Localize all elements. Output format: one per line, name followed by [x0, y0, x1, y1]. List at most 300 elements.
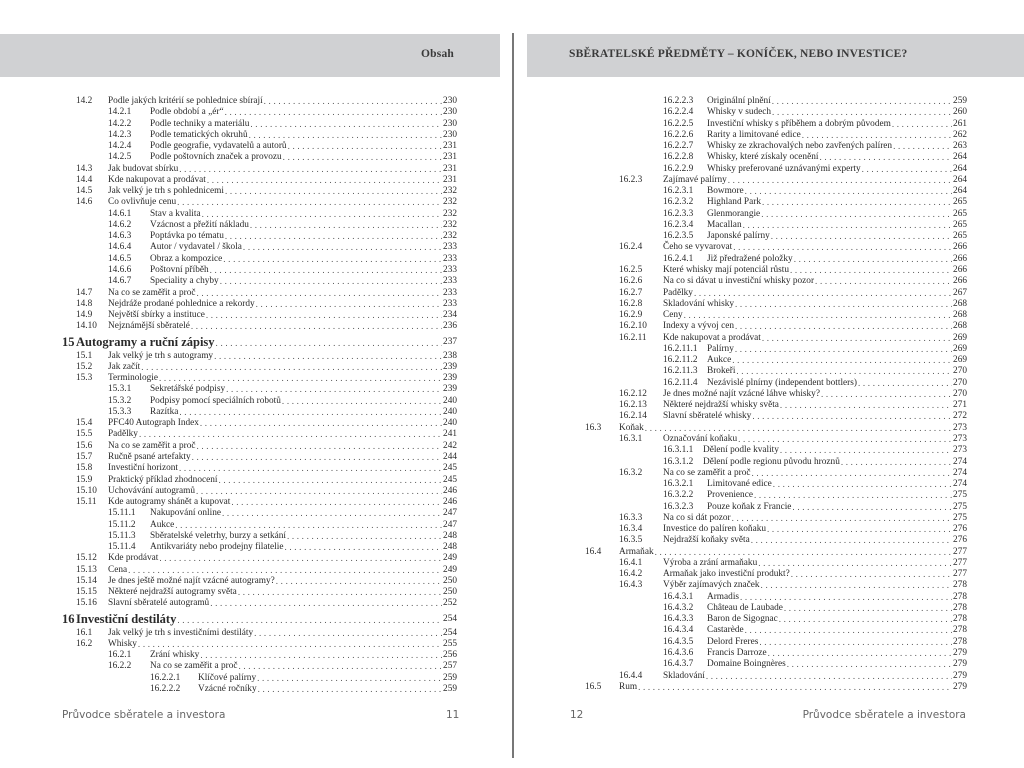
- entry-number: 15.11.2: [108, 519, 136, 530]
- toc-entry[interactable]: [0, 333, 967, 344]
- entry-page: 247: [443, 519, 457, 530]
- entry-number: 15.11.4: [108, 542, 136, 553]
- entry-number: 16.2.2.5: [663, 118, 694, 129]
- entry-page: 259: [443, 684, 457, 695]
- entry-title: Poptávka po tématu: [150, 231, 224, 242]
- entry-page: 266: [953, 242, 967, 253]
- entry-page: 279: [953, 648, 967, 659]
- entry-number: 16.2.2.3: [663, 96, 694, 106]
- toc-entry[interactable]: [0, 197, 967, 208]
- toc-entry[interactable]: [0, 457, 967, 468]
- entry-page: 230: [443, 118, 457, 129]
- entry-number: 16.4.4: [619, 670, 643, 681]
- toc-entry[interactable]: [0, 175, 967, 186]
- entry-page: 274: [953, 479, 967, 490]
- entry-page: 232: [443, 186, 457, 197]
- entry-page: 234: [443, 310, 457, 321]
- toc-entry[interactable]: [0, 423, 967, 434]
- entry-number: 16.3.1.2: [663, 456, 694, 467]
- entry-number: 16: [62, 611, 75, 626]
- entry-title: Speciality a chyby: [150, 276, 219, 287]
- entry-page: 273: [953, 445, 967, 456]
- toc-entry[interactable]: [0, 220, 967, 231]
- entry-page: 264: [953, 152, 967, 163]
- entry-number: 16.3.5: [619, 535, 643, 546]
- entry-number: 15.15: [76, 587, 97, 598]
- entry-number: 16.2.3.5: [663, 231, 694, 242]
- toc-entry[interactable]: [0, 479, 967, 490]
- entry-number: 16.4.1: [619, 557, 643, 568]
- entry-number: 14.2.3: [108, 129, 132, 140]
- entry-title: Čeho se vyvarovat: [663, 242, 733, 253]
- entry-title: Aukce: [150, 519, 175, 530]
- entry-page: 265: [953, 219, 967, 230]
- entry-title: Rum: [619, 681, 638, 692]
- entry-page: 264: [953, 174, 967, 185]
- entry-number: 16.4.3.5: [663, 636, 694, 647]
- entry-page: 279: [953, 670, 967, 681]
- entry-title: Ceny: [663, 310, 683, 321]
- entry-page: 231: [443, 152, 457, 163]
- entry-number: 16.2.7: [619, 287, 643, 298]
- entry-number: 16.4.3.7: [663, 659, 694, 670]
- entry-title: Klíčové palírny: [198, 672, 257, 683]
- entry-page: 231: [443, 141, 457, 152]
- entry-page: 269: [953, 343, 967, 354]
- entry-number: 16.2.11.2: [663, 355, 698, 366]
- entry-title: Dělení podle regionu původu hroznů: [703, 456, 840, 467]
- entry-number: 16.3.3: [619, 512, 643, 523]
- entry-page: 268: [953, 321, 967, 332]
- entry-title: Je dnes ještě možné najít vzácné autogramy?: [108, 575, 275, 586]
- entry-page: 275: [953, 512, 967, 523]
- entry-number: 16.2.6: [619, 276, 643, 287]
- entry-title: Označování koňaku: [663, 433, 738, 444]
- entry-title: Whisky preferované uznávanými experty: [707, 163, 861, 174]
- entry-title: Cena: [108, 564, 128, 575]
- entry-title: Château de Laubade: [707, 602, 783, 613]
- left-footer-title: Průvodce sběratele a investora: [62, 709, 226, 721]
- entry-title: Zajímavé palírny: [663, 174, 727, 185]
- entry-title: Japonské palírny: [707, 231, 770, 242]
- entry-number: 16.2.2.4: [663, 107, 694, 118]
- entry-page: 250: [443, 587, 457, 598]
- entry-title: Investice do palíren koňaku: [663, 524, 767, 535]
- entry-title: Praktický příklad zhodnocení: [108, 474, 218, 485]
- entry-page: 239: [443, 373, 457, 384]
- toc-entry[interactable]: [0, 558, 967, 569]
- right-footer-title: Průvodce sběratele a investora: [802, 709, 966, 721]
- entry-number: 16.1: [76, 627, 93, 638]
- entry-number: 16.2.1: [108, 650, 132, 661]
- entry-number: 16.2.2.9: [663, 163, 694, 174]
- entry-title: Glenmorangie: [707, 208, 761, 219]
- entry-page: 250: [443, 575, 457, 586]
- entry-page: 274: [953, 467, 967, 478]
- entry-number: 16.3.1.1: [663, 445, 694, 456]
- entry-number: 14.2: [76, 96, 93, 106]
- entry-page: 237: [443, 336, 457, 347]
- entry-page: 276: [953, 524, 967, 535]
- entry-page: 278: [953, 625, 967, 636]
- toc-entry[interactable]: [0, 96, 967, 107]
- entry-page: 271: [953, 400, 967, 411]
- entry-page: 263: [953, 141, 967, 152]
- toc-entry[interactable]: [0, 141, 967, 152]
- entry-number: 16.2.11: [619, 332, 647, 343]
- entry-number: 14.10: [76, 321, 97, 332]
- entry-number: 15.5: [76, 429, 93, 440]
- toc-entry[interactable]: [0, 547, 967, 558]
- entry-number: 15: [62, 334, 75, 349]
- entry-page: 266: [953, 264, 967, 275]
- entry-page: 270: [953, 366, 967, 377]
- entry-title: Již předražené položky: [707, 253, 793, 264]
- toc-entry[interactable]: [0, 445, 967, 456]
- toc-entry[interactable]: [0, 592, 967, 603]
- entry-title: Kde nakupovat a prodávat: [108, 174, 206, 185]
- entry-page: 233: [443, 264, 457, 275]
- toc-entry[interactable]: [0, 524, 967, 535]
- entry-number: 16.3.2.3: [663, 501, 694, 512]
- entry-number: 15.14: [76, 575, 97, 586]
- entry-title: Kde nakupovat a prodávat: [663, 332, 761, 343]
- entry-number: 16.4.3.2: [663, 602, 694, 613]
- toc-entry[interactable]: [0, 378, 967, 389]
- entry-number: 15.11.3: [108, 530, 136, 541]
- entry-number: 15.11: [76, 497, 97, 508]
- entry-page: 233: [443, 253, 457, 264]
- entry-title: Stav a kvalita: [150, 208, 201, 219]
- entry-page: 240: [443, 395, 457, 406]
- entry-page: 240: [443, 418, 457, 429]
- entry-page: 248: [443, 542, 457, 553]
- toc-entry[interactable]: [0, 625, 967, 636]
- entry-title: Některé nejdražší whisky světa: [663, 400, 779, 411]
- entry-page: 270: [953, 388, 967, 399]
- entry-page: 278: [953, 591, 967, 602]
- entry-number: 14.6: [76, 197, 93, 208]
- toc-entry[interactable]: [0, 389, 967, 400]
- entry-title: Nejdráže prodané pohlednice a rekordy: [108, 298, 255, 309]
- entry-page: 279: [953, 659, 967, 670]
- entry-page: 248: [443, 530, 457, 541]
- entry-page: 272: [953, 411, 967, 422]
- entry-number: 14.6.3: [108, 231, 132, 242]
- toc-entry[interactable]: [0, 355, 967, 366]
- entry-number: 16.2.3.1: [663, 186, 694, 197]
- entry-title: Největší sbírky a instituce: [108, 310, 205, 321]
- entry-number: 16.4.2: [619, 569, 643, 580]
- entry-page: 232: [443, 231, 457, 242]
- entry-page: 268: [953, 298, 967, 309]
- entry-number: 14.6.4: [108, 242, 132, 253]
- entry-title: Na co se zaměřit a proč: [150, 661, 238, 672]
- entry-title: PFC40 Autograph Index: [108, 418, 199, 429]
- entry-number: 16.2.2: [108, 661, 132, 672]
- left-running-header: [0, 34, 500, 77]
- entry-page: 232: [443, 219, 457, 230]
- entry-page: 262: [953, 129, 967, 140]
- entry-title: Armadis: [707, 591, 740, 602]
- entry-page: 254: [443, 627, 457, 638]
- entry-title: Aukce: [707, 355, 732, 366]
- entry-number: 14.6.6: [108, 264, 132, 275]
- entry-page: 267: [953, 287, 967, 298]
- entry-title: Palírny: [707, 343, 734, 354]
- entry-page: 240: [443, 406, 457, 417]
- entry-title: Whisky v sudech: [707, 107, 772, 118]
- entry-page: 266: [953, 276, 967, 287]
- entry-number: 15.11.1: [108, 508, 136, 519]
- entry-title: Brokeři: [707, 366, 736, 377]
- entry-number: 16.2.2.1: [150, 672, 181, 683]
- entry-title: Razítka: [150, 406, 179, 417]
- entry-number: 16.4.3: [619, 580, 643, 591]
- entry-page: 246: [443, 497, 457, 508]
- entry-page: 278: [953, 580, 967, 591]
- toc-entry[interactable]: [0, 671, 967, 682]
- toc-entry[interactable]: [0, 648, 967, 659]
- entry-title: Nejznámější sběratelé: [108, 321, 190, 332]
- entry-title: Které whisky mají potenciál růstu: [663, 264, 789, 275]
- right-page-number: 12: [570, 709, 584, 721]
- right-running-header: [527, 34, 1024, 77]
- entry-page: 277: [953, 569, 967, 580]
- entry-page: 230: [443, 96, 457, 106]
- entry-number: 16.3.2.1: [663, 479, 694, 490]
- toc-entry[interactable]: [0, 411, 967, 422]
- toc-entry[interactable]: [0, 513, 967, 524]
- toc-entry[interactable]: [0, 265, 967, 276]
- entry-number: 16.2.8: [619, 298, 643, 309]
- toc-entry[interactable]: [0, 580, 967, 591]
- entry-number: 16.2.4: [619, 242, 643, 253]
- toc-entry[interactable]: [0, 186, 967, 197]
- entry-number: 16.5: [585, 681, 602, 692]
- entry-title: Padělky: [663, 287, 693, 298]
- entry-number: 14.6.1: [108, 208, 132, 219]
- toc-entry[interactable]: [0, 276, 967, 287]
- entry-title: Podle období a „ér“: [150, 107, 224, 118]
- entry-number: 16.2.3.3: [663, 208, 694, 219]
- entry-number: 14.7: [76, 287, 93, 298]
- entry-number: 15.3: [76, 373, 93, 384]
- entry-number: 16.3: [585, 422, 602, 433]
- toc-entry[interactable]: [0, 614, 967, 625]
- entry-number: 16.4.3.1: [663, 591, 694, 602]
- toc-entry[interactable]: [0, 321, 967, 332]
- entry-page: 278: [953, 602, 967, 613]
- entry-title: Sekretářské podpisy: [150, 384, 226, 395]
- entry-title: Armaňak: [619, 546, 654, 557]
- toc-entry[interactable]: [0, 152, 967, 163]
- entry-page: 252: [443, 598, 457, 609]
- entry-number: 14.6.7: [108, 276, 132, 287]
- entry-page: 278: [953, 636, 967, 647]
- entry-title: Podle poštovních značek a provozu: [150, 152, 282, 163]
- entry-title: Domaine Boingnères: [707, 659, 786, 670]
- entry-page: 239: [443, 361, 457, 372]
- entry-number: 16.4.3.4: [663, 625, 694, 636]
- entry-number: 16.3.1: [619, 433, 643, 444]
- entry-title: Podle jakých kritérií se pohlednice sbírají: [108, 96, 263, 106]
- entry-number: 16.2.11.4: [663, 377, 698, 388]
- entry-page: 247: [443, 508, 457, 519]
- entry-page: 246: [443, 485, 457, 496]
- entry-title: Slavní sběratelé autogramů: [108, 598, 210, 609]
- entry-number: 16.4: [585, 546, 602, 557]
- entry-number: 15.12: [76, 553, 97, 564]
- entry-title: Originální plnění: [707, 96, 771, 106]
- entry-number: 16.2.2.8: [663, 152, 694, 163]
- entry-number: 15.10: [76, 485, 97, 496]
- left-page-number: 11: [446, 709, 460, 721]
- entry-page: 261: [953, 118, 967, 129]
- entry-number: 16.2.2.2: [150, 684, 181, 695]
- toc-entry[interactable]: [0, 119, 967, 130]
- toc-entry[interactable]: [0, 502, 967, 513]
- entry-page: 274: [953, 456, 967, 467]
- entry-page: 264: [953, 186, 967, 197]
- entry-page: 264: [953, 163, 967, 174]
- toc-entry[interactable]: [0, 637, 967, 648]
- entry-number: 16.2.12: [619, 388, 647, 399]
- entry-page: 269: [953, 355, 967, 366]
- entry-page: 236: [443, 321, 457, 332]
- entry-page: 266: [953, 253, 967, 264]
- entry-title: Výběr zajímavých značek: [663, 580, 760, 591]
- entry-title: Pouze koňak z Francie: [707, 501, 792, 512]
- entry-number: 14.2.2: [108, 118, 132, 129]
- entry-title: Whisky, které získaly ocenění: [707, 152, 819, 163]
- entry-title: Na co se zaměřit a proč: [108, 287, 196, 298]
- entry-title: Skladování whisky: [663, 298, 735, 309]
- entry-title: Kde prodávat: [108, 553, 159, 564]
- toc-entry[interactable]: [0, 209, 967, 220]
- entry-title: Rarity a limitované edice: [707, 129, 801, 140]
- entry-page: 233: [443, 287, 457, 298]
- entry-title: Jak začít: [108, 361, 141, 372]
- entry-page: 242: [443, 440, 457, 451]
- entry-number: 14.2.5: [108, 152, 132, 163]
- entry-title: Terminologie: [108, 373, 158, 384]
- entry-title: Highland Park: [707, 197, 761, 208]
- entry-title: Je dnes možné najít vzácné láhve whisky?: [663, 388, 820, 399]
- entry-title: Macallan: [707, 219, 742, 230]
- entry-number: 14.4: [76, 174, 93, 185]
- toc-entry[interactable]: [0, 310, 967, 321]
- entry-number: 15.3.2: [108, 395, 132, 406]
- right-header-title: SBĚRATELSKÉ PŘEDMĚTY – KONÍČEK, NEBO INVESTICE?: [569, 48, 908, 60]
- entry-number: 16.2.11.3: [663, 366, 698, 377]
- toc-entry[interactable]: [0, 659, 967, 670]
- entry-number: 15.13: [76, 564, 97, 575]
- toc-entry[interactable]: [0, 366, 967, 377]
- entry-page: 245: [443, 474, 457, 485]
- entry-page: 273: [953, 433, 967, 444]
- toc-entry[interactable]: [0, 344, 967, 355]
- entry-title: Nejdražší koňaky světa: [663, 535, 750, 546]
- entry-number: 16.2.3.4: [663, 219, 694, 230]
- toc-entry[interactable]: [0, 569, 967, 580]
- entry-number: 15.3.3: [108, 406, 132, 417]
- right-toc-list: [0, 96, 967, 693]
- toc-entry[interactable]: [0, 231, 967, 242]
- entry-page: 257: [443, 661, 457, 672]
- entry-page: 244: [443, 451, 457, 462]
- toc-entry[interactable]: [0, 164, 967, 175]
- entry-title: Jak velký je trh s autogramy: [108, 350, 214, 361]
- entry-page: 259: [443, 672, 457, 683]
- entry-page: 238: [443, 350, 457, 361]
- entry-number: 16.2: [76, 638, 93, 649]
- entry-number: 14.2.4: [108, 141, 132, 152]
- entry-title: Whisky: [108, 638, 137, 649]
- toc-entry[interactable]: [0, 682, 967, 693]
- toc-entry[interactable]: [0, 254, 967, 265]
- toc-entry[interactable]: [0, 299, 967, 310]
- entry-title: Ručně psané artefakty: [108, 451, 191, 462]
- entry-page: 278: [953, 614, 967, 625]
- entry-number: 15.7: [76, 451, 93, 462]
- entry-number: 14.6.5: [108, 253, 132, 264]
- entry-number: 15.6: [76, 440, 93, 451]
- entry-title: Castarède: [707, 625, 744, 636]
- dot-leader: [638, 682, 952, 694]
- entry-number: 16.2.5: [619, 264, 643, 275]
- toc-entry[interactable]: [0, 288, 967, 299]
- left-header-title: Obsah: [421, 48, 454, 60]
- entry-number: 16.2.2.6: [663, 129, 694, 140]
- entry-title: Jak velký je trh s investičními destiláty: [108, 627, 254, 638]
- entry-number: 14.6.2: [108, 219, 132, 230]
- toc-entry[interactable]: [0, 107, 967, 118]
- entry-title: Obraz a kompozice: [150, 253, 223, 264]
- entry-title: Některé nejdražší autogramy světa: [108, 587, 237, 598]
- toc-entry[interactable]: [0, 400, 967, 411]
- entry-title: Kde autogramy shánět a kupovat: [108, 497, 231, 508]
- entry-page: 265: [953, 197, 967, 208]
- entry-number: 16.2.14: [619, 411, 647, 422]
- entry-page: 232: [443, 197, 457, 208]
- entry-title: Whisky ze zkrachovalých nebo zavřených palíren: [707, 141, 893, 152]
- entry-title: Koňak: [619, 422, 644, 433]
- toc-entry[interactable]: [0, 603, 967, 614]
- toc-entry[interactable]: [0, 490, 967, 501]
- entry-title: Podle geografie, vydavatelů a autorů: [150, 141, 287, 152]
- entry-number: 15.8: [76, 463, 93, 474]
- toc-entry[interactable]: [0, 242, 967, 253]
- entry-title: Indexy a vývoj cen: [663, 321, 734, 332]
- entry-page: 230: [443, 129, 457, 140]
- entry-page: 249: [443, 553, 457, 564]
- entry-page: 260: [953, 107, 967, 118]
- entry-number: 14.3: [76, 163, 93, 174]
- toc-entry[interactable]: [0, 434, 967, 445]
- entry-page: 265: [953, 231, 967, 242]
- entry-number: 16.3.4: [619, 524, 643, 535]
- entry-title: Skladování: [663, 670, 705, 681]
- toc-entry[interactable]: [0, 130, 967, 141]
- toc-entry[interactable]: [0, 468, 967, 479]
- entry-number: 16.4.3.6: [663, 648, 694, 659]
- entry-number: 16.2.3: [619, 174, 643, 185]
- toc-entry[interactable]: [0, 535, 967, 546]
- entry-page: 239: [443, 384, 457, 395]
- entry-page: 254: [443, 613, 457, 624]
- entry-number: 15.9: [76, 474, 93, 485]
